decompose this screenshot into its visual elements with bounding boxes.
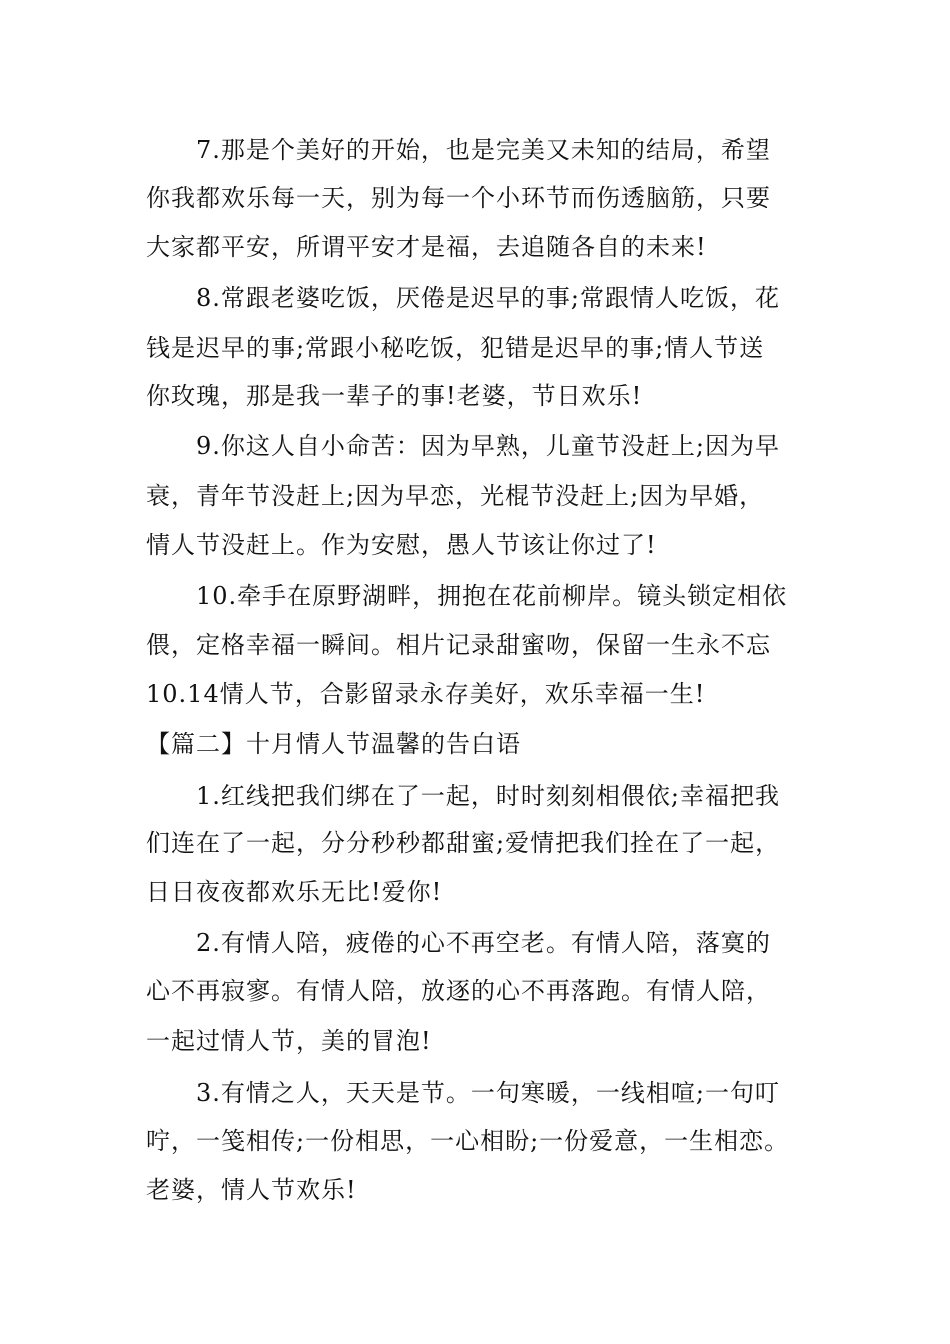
paragraph-10-line-3: 10.14情人节，合影留录永存美好，欢乐幸福一生! bbox=[146, 680, 706, 708]
paragraph-3-line-1: 3.有情之人，天天是节。一句寒暖，一线相喧;一句叮 bbox=[196, 1079, 780, 1107]
paragraph-9-line-2: 衰，青年节没赶上;因为早恋，光棍节没赶上;因为早婚， bbox=[146, 482, 765, 510]
paragraph-1-line-3: 日日夜夜都欢乐无比!爱你! bbox=[146, 878, 443, 906]
paragraph-10-line-1: 10.牵手在原野湖畔，拥抱在花前柳岸。镜头锁定相依 bbox=[196, 582, 788, 610]
paragraph-3-line-3: 老婆，情人节欢乐! bbox=[146, 1176, 357, 1204]
paragraph-3-line-2: 咛，一笺相传;一份相思，一心相盼;一份爱意，一生相恋。 bbox=[146, 1127, 790, 1155]
paragraph-2-line-2: 心不再寂寥。有情人陪，放逐的心不再落跑。有情人陪， bbox=[146, 977, 771, 1005]
paragraph-1-line-1: 1.红线把我们绑在了一起，时时刻刻相偎依;幸福把我 bbox=[196, 782, 780, 810]
paragraph-7-line-3: 大家都平安，所谓平安才是福，去追随各自的未来! bbox=[146, 233, 707, 261]
paragraph-9-line-3: 情人节没赶上。作为安慰，愚人节该让你过了! bbox=[146, 531, 657, 559]
paragraph-8-line-2: 钱是迟早的事;常跟小秘吃饭，犯错是迟早的事;情人节送 bbox=[146, 334, 765, 362]
paragraph-2-line-3: 一起过情人节，美的冒泡! bbox=[146, 1027, 432, 1055]
paragraph-7-line-2: 你我都欢乐每一天，别为每一个小环节而伤透脑筋，只要 bbox=[146, 184, 771, 212]
paragraph-8-line-1: 8.常跟老婆吃饭，厌倦是迟早的事;常跟情人吃饭，花 bbox=[196, 284, 780, 312]
paragraph-8-line-3: 你玫瑰，那是我一辈子的事!老婆，节日欢乐! bbox=[146, 382, 643, 410]
paragraph-9-line-1: 9.你这人自小命苦：因为早熟，儿童节没赶上;因为早 bbox=[196, 432, 780, 460]
section-heading: 【篇二】十月情人节温馨的告白语 bbox=[146, 730, 521, 758]
paragraph-1-line-2: 们连在了一起，分分秒秒都甜蜜;爱情把我们拴在了一起， bbox=[146, 829, 781, 857]
paragraph-2-line-1: 2.有情人陪，疲倦的心不再空老。有情人陪，落寞的 bbox=[196, 929, 771, 957]
paragraph-7-line-1: 7.那是个美好的开始，也是完美又未知的结局，希望 bbox=[196, 136, 771, 164]
paragraph-10-line-2: 偎，定格幸福一瞬间。相片记录甜蜜吻，保留一生永不忘 bbox=[146, 631, 771, 659]
